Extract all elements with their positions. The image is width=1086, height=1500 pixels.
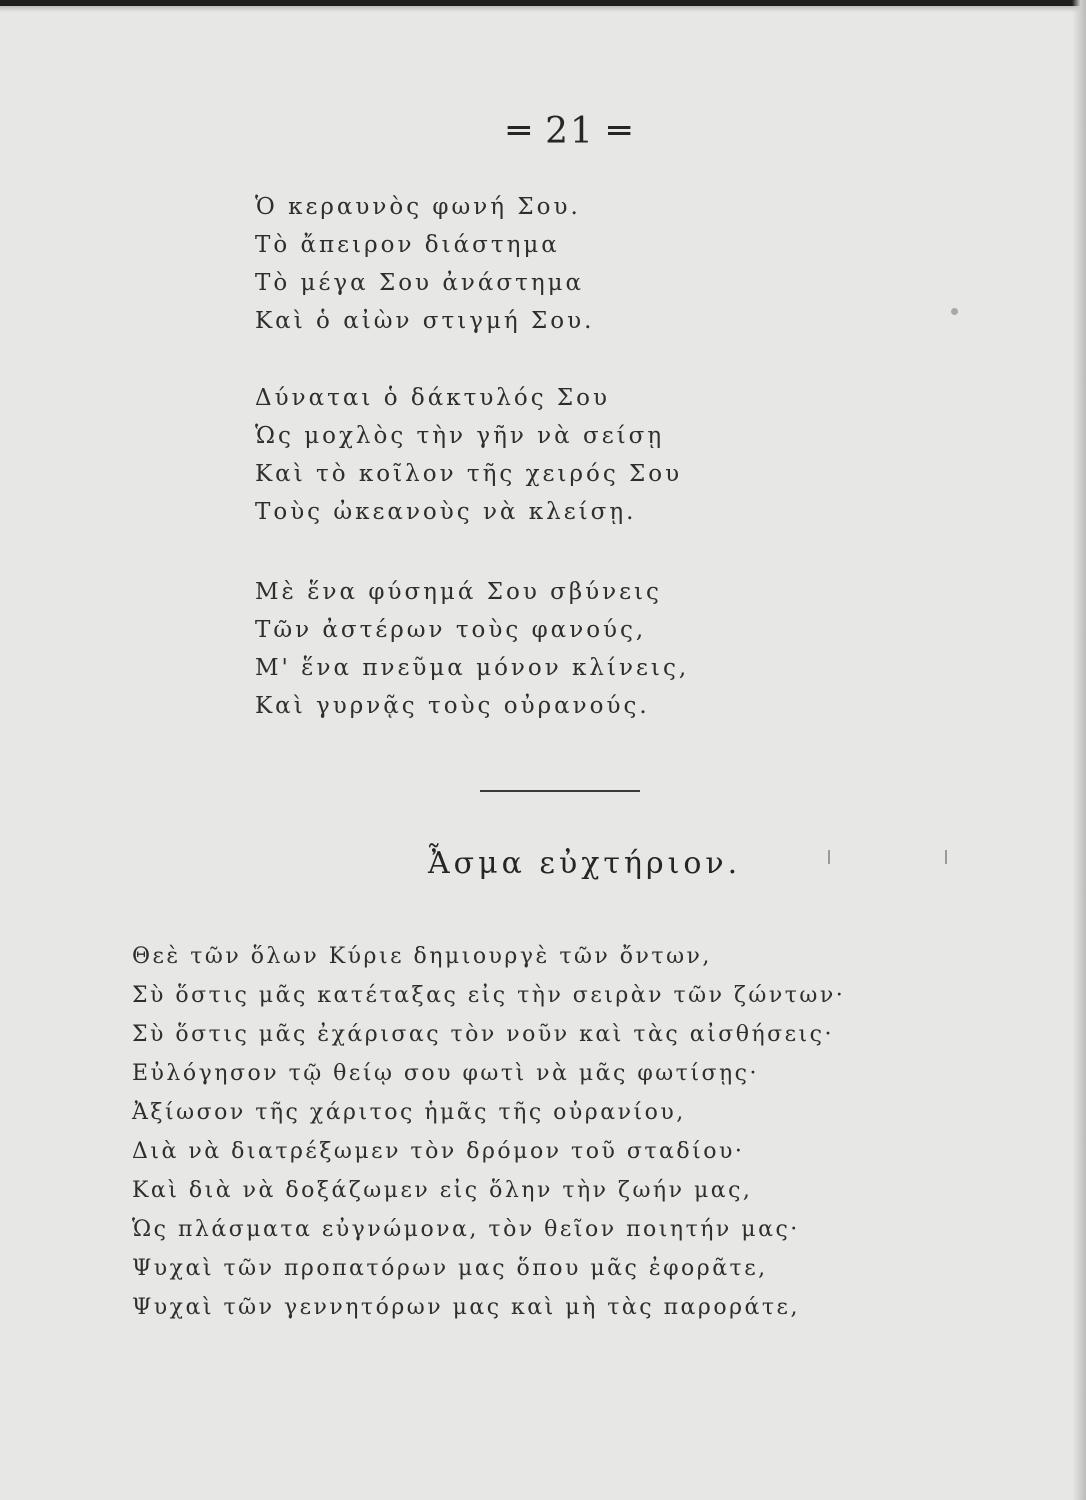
poem-line: Σὺ ὅστις μᾶς ἐχάρισας τὸν νοῦν καὶ τὰς αἰσθήσεις· <box>132 1022 834 1047</box>
print-mark <box>945 850 947 864</box>
stanza-2 <box>255 379 682 531</box>
poem-title: Ἆσμα εὐχτήριον. <box>428 846 742 881</box>
verse-line: Καὶ ὁ αἰὼν στιγμή Σου. <box>255 308 595 334</box>
verse-line: Τοὺς ὠκεανοὺς νὰ κλείσῃ. <box>255 499 637 525</box>
verse-line: Ὡς μοχλὸς τὴν γῆν νὰ σείσῃ <box>255 423 665 449</box>
verse-line: Καὶ τὸ κοῖλον τῆς χειρός Σου <box>255 461 683 487</box>
verse-line: Καὶ γυρνᾷς τοὺς οὐρανούς. <box>255 693 650 719</box>
poem-line: Ὡς πλάσματα εὐγνώμονα, τὸν θεῖον ποιητήν μας· <box>132 1217 800 1242</box>
poem-line: Εὐλόγησον τῷ θείῳ σου φωτὶ νὰ μᾶς φωτίσῃς· <box>132 1061 759 1086</box>
paper-speck <box>951 308 958 315</box>
poem-line: Διὰ νὰ διατρέξωμεν τὸν δρόμον τοῦ σταδίου· <box>132 1139 745 1164</box>
page-number: ═ 21 ═ <box>507 111 633 152</box>
stanza-3 <box>255 573 689 725</box>
verse-line: Μὲ ἕνα φύσημά Σου σβύνεις <box>255 579 662 605</box>
poem-body <box>132 937 845 1327</box>
poem-line: Ψυχαὶ τῶν προπατόρων μας ὅπου μᾶς ἐφορᾶτε, <box>132 1256 768 1281</box>
poem-line: Σὺ ὅστις μᾶς κατέταξας εἰς τὴν σειρὰν τῶν ζώντων· <box>132 983 846 1008</box>
stanza-1 <box>255 188 594 340</box>
verse-line: Τὸ μέγα Σου ἀνάστημα <box>255 270 585 296</box>
poem-line: Ἀξίωσον τῆς χάριτος ἡμᾶς τῆς οὐρανίου, <box>132 1100 686 1125</box>
verse-line: Μ' ἕνα πνεῦμα μόνον κλίνεις, <box>255 655 690 681</box>
verse-line: Δύναται ὁ δάκτυλός Σου <box>255 385 611 411</box>
top-page-edge <box>0 0 1086 6</box>
print-mark <box>828 850 830 864</box>
verse-line: Ὁ κεραυνὸς φωνή Σου. <box>255 194 581 220</box>
right-page-edge <box>1072 0 1086 1500</box>
poem-line: Καὶ διὰ νὰ δοξάζωμεν εἰς ὅλην τὴν ζωήν μας, <box>132 1178 753 1203</box>
section-separator <box>480 790 640 792</box>
poem-line: Ψυχαὶ τῶν γεννητόρων μας καὶ μὴ τὰς παροράτε, <box>132 1295 800 1320</box>
verse-line: Τὸ ἄπειρον διάστημα <box>255 232 560 258</box>
poem-line: Θεὲ τῶν ὅλων Κύριε δημιουργὲ τῶν ὄντων, <box>132 944 712 969</box>
verse-line: Τῶν ἀστέρων τοὺς φανούς, <box>255 617 647 643</box>
